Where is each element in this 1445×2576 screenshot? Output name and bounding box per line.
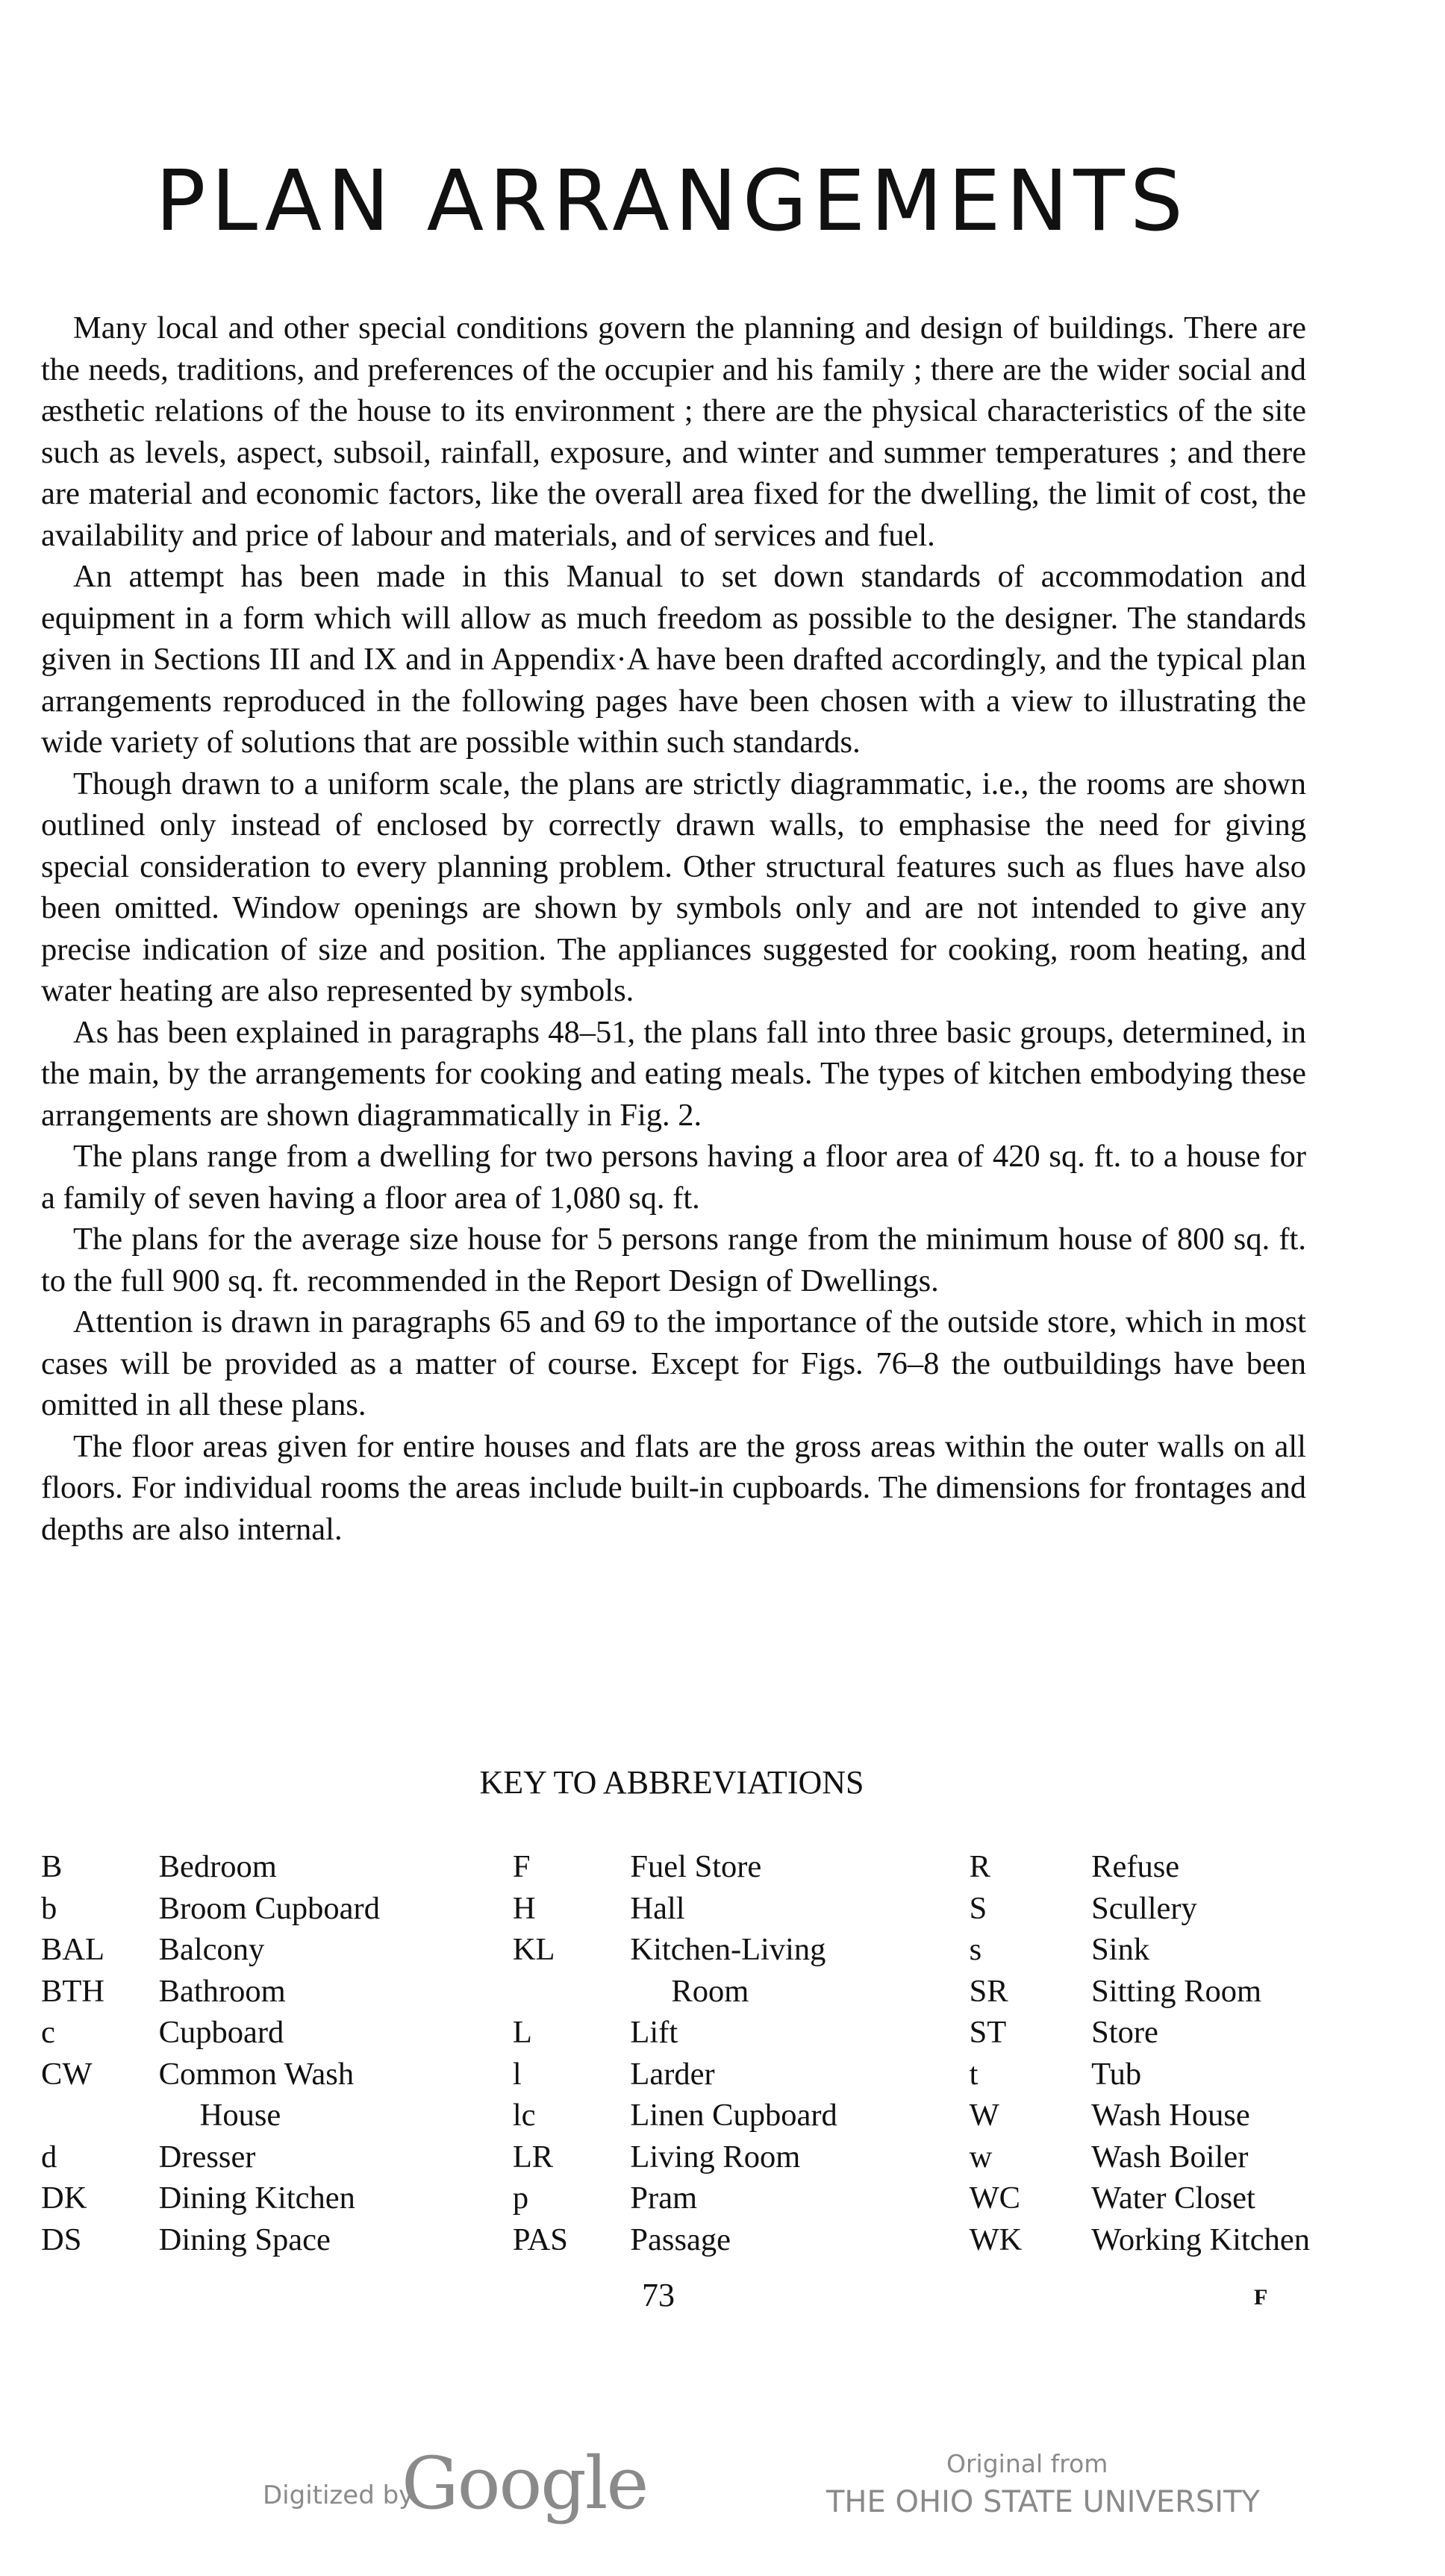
- key-row: [41, 2014, 1310, 2056]
- abbreviation-cell: WK: [969, 2222, 1023, 2257]
- abbreviation-cell: S: [969, 1890, 987, 1926]
- definition-cell: House: [199, 2098, 281, 2133]
- abbreviation-cell: DS: [41, 2222, 82, 2257]
- definition-cell: Bathroom: [158, 1973, 286, 2009]
- definition-cell: Tub: [1091, 2056, 1142, 2092]
- abbreviation-cell: PAS: [512, 2222, 568, 2257]
- definition-cell: Scullery: [1091, 1890, 1197, 1926]
- abbreviation-cell: W: [969, 2098, 999, 2133]
- definition-cell: Kitchen-Living: [630, 1932, 826, 1967]
- abbreviation-cell: c: [41, 2015, 55, 2050]
- definition-cell: Sink: [1091, 1932, 1150, 1967]
- definition-cell: Sitting Room: [1091, 1973, 1262, 2009]
- definition-cell: Balcony: [158, 1932, 265, 1967]
- paragraph: The plans range from a dwelling for two persons having a floor area of 420 sq. ft. to a house for a family of seven having a floor area of 1,080 sq. ft.: [41, 1139, 1306, 1216]
- abbreviation-cell: lc: [512, 2098, 536, 2133]
- key-row: [41, 2056, 1310, 2098]
- paragraph: Many local and other special conditions govern the planning and design of buildings. There are the needs, traditions, and preferences of the occupier and his family ; there are the wider social and æsthetic relations of the house to its environment ; there are the physical characteristics of the site such as levels, aspect, subsoil, rainfall, exposure, and winter and summer temperatures ; and there are material and economic factors, like the overall area fixed for the dwelling, the limit of cost, the availability and price of labour and materials, and of services and fuel.: [41, 310, 1306, 553]
- definition-cell: Passage: [630, 2222, 731, 2257]
- abbreviation-cell: B: [41, 1849, 63, 1884]
- key-row: [41, 2222, 1310, 2263]
- definition-cell: Living Room: [630, 2139, 801, 2175]
- definition-cell: Dresser: [158, 2139, 256, 2175]
- definition-cell: Wash House: [1091, 2098, 1250, 2133]
- definition-cell: Linen Cupboard: [630, 2098, 837, 2133]
- abbreviation-cell: w: [969, 2139, 993, 2175]
- definition-cell: Dining Space: [158, 2222, 331, 2257]
- abbreviation-cell: CW: [41, 2056, 93, 2092]
- key-row: [41, 2180, 1310, 2222]
- page-title: PLAN ARRANGEMENTS: [155, 153, 1188, 250]
- abbreviation-cell: F: [512, 1849, 531, 1884]
- key-row: [41, 1931, 1310, 1973]
- key-row: [41, 2139, 1310, 2180]
- definition-cell: Dining Kitchen: [158, 2180, 355, 2216]
- abbreviation-cell: KL: [512, 1932, 555, 1967]
- definition-cell: Common Wash: [158, 2056, 355, 2092]
- paragraph: Though drawn to a uniform scale, the plans are strictly diagrammatic, i.e., the rooms are shown outlined only instead of enclosed by correctly drawn walls, to emphasise the need for giving special consideration to every planning problem. Other structural features such as flues have also been omitted. Window openings are shown by symbols only and are not intended to give any precise indication of size and position. The appliances suggested for cooking, room heating, and water heating are also represented by symbols.: [41, 766, 1306, 1008]
- key-row: [41, 1973, 1310, 2015]
- definition-cell: Bedroom: [158, 1849, 277, 1884]
- google-logo: Google: [402, 2442, 648, 2525]
- definition-cell: Pram: [630, 2180, 698, 2216]
- definition-cell: Refuse: [1091, 1849, 1180, 1884]
- key-row: [41, 1848, 1310, 1890]
- abbreviation-cell: L: [512, 2015, 532, 2050]
- abbreviation-cell: BTH: [41, 1973, 104, 2009]
- body-text: [41, 307, 1306, 1550]
- definition-cell: Broom Cupboard: [158, 1890, 380, 1926]
- key-row: [41, 1890, 1310, 1932]
- abbreviation-cell: [513, 1973, 631, 2015]
- definition-cell: Room: [671, 1973, 749, 2009]
- paragraph: An attempt has been made in this Manual to set down standards of accommodation and equipment in a form which will allow as much freedom as possible to the designer. The standards given in Sections III and IX and in Appendix·A have been drafted accordingly, and the typical plan arrangements reproduced in the following pages have been chosen with a view to illustrating the wide variety of solutions that are possible within such standards.: [41, 559, 1306, 760]
- paragraph: As has been explained in paragraphs 48–51, the plans fall into three basic groups, determined, in the main, by the arrangements for cooking and eating meals. The types of kitchen embodying these arrangements are shown diagrammatically in Fig. 2.: [41, 1014, 1306, 1133]
- abbreviation-cell: l: [512, 2056, 522, 2092]
- definition-cell: Lift: [630, 2015, 678, 2050]
- key-heading: KEY TO ABBREVIATIONS: [479, 1764, 864, 1801]
- abbreviation-cell: DK: [41, 2180, 87, 2216]
- definition-cell: Cupboard: [158, 2015, 284, 2050]
- original-from-label: Original from: [946, 2449, 1108, 2478]
- definition-cell: Hall: [630, 1890, 685, 1926]
- corner-mark: F: [1254, 2285, 1268, 2310]
- page-number: 73: [642, 2277, 675, 2313]
- abbreviation-cell: t: [969, 2056, 979, 2092]
- definition-cell: Water Closet: [1091, 2180, 1255, 2216]
- abbreviation-cell: SR: [969, 1973, 1008, 2009]
- abbreviation-cell: R: [969, 1849, 990, 1884]
- abbreviation-cell: d: [41, 2139, 57, 2175]
- abbreviation-cell: H: [512, 1890, 536, 1926]
- abbreviation-cell: WC: [969, 2180, 1021, 2216]
- definition-cell: Store: [1091, 2015, 1158, 2050]
- key-row: [41, 2097, 1310, 2139]
- definition-cell: Working Kitchen: [1091, 2222, 1310, 2257]
- abbreviation-cell: b: [41, 1890, 57, 1926]
- abbreviation-cell: LR: [512, 2139, 554, 2175]
- abbreviation-cell: p: [512, 2180, 529, 2216]
- definition-cell: Fuel Store: [630, 1849, 762, 1884]
- definition-cell: Larder: [630, 2056, 715, 2092]
- paragraph: The plans for the average size house for 5 persons range from the minimum house of 800 sq. ft. to the full 900 sq. ft. recommended in the Report Design of Dwellings.: [41, 1222, 1306, 1298]
- abbreviation-table: [41, 1848, 1310, 2263]
- abbreviation-cell: [41, 2097, 159, 2139]
- abbreviation-cell: s: [969, 1932, 982, 1967]
- institution-label: THE OHIO STATE UNIVERSITY: [826, 2485, 1260, 2519]
- paragraph: Attention is drawn in paragraphs 65 and 69 to the importance of the outside store, which in most cases will be provided as a matter of course. Except for Figs. 76–8 the outbuildings have been omitted in all these plans.: [41, 1304, 1306, 1422]
- abbreviation-cell: ST: [969, 2015, 1007, 2050]
- abbreviation-cell: BAL: [41, 1932, 104, 1967]
- paragraph: The floor areas given for entire houses and flats are the gross areas within the outer walls on all floors. For individual rooms the areas include built-in cupboards. The dimensions for frontages and depths are also internal.: [41, 1428, 1306, 1547]
- definition-cell: Wash Boiler: [1091, 2139, 1249, 2175]
- digitized-by-label: Digitized by: [263, 2480, 414, 2510]
